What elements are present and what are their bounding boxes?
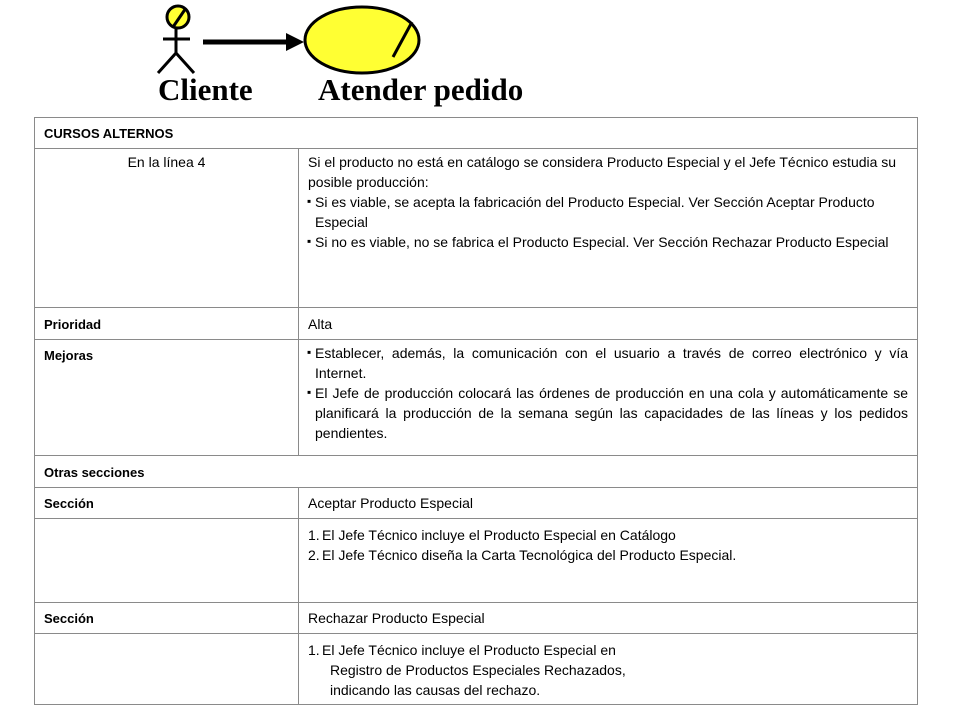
use-case-table (34, 117, 918, 705)
section-1-step-2 (308, 545, 908, 565)
step-number: 1. (308, 527, 320, 543)
row-priority (35, 308, 918, 340)
improvement-1: ▪ Establecer, además, la comunicación con el usuario a través de correo electrónico y vía Internet. (308, 343, 908, 383)
alt-line-cell: En la línea 4 (35, 149, 299, 308)
alt-bullet-2: ▪ Si no es viable, no se fabrica el Producto Especial. Ver Sección Rechazar Producto Especial (308, 232, 908, 252)
section-2-steps (299, 634, 918, 705)
section-1-label: Sección (35, 488, 299, 519)
section-2-title: Rechazar Producto Especial (299, 603, 918, 634)
priority-value: Alta (299, 308, 918, 340)
actor-left-leg (158, 53, 176, 73)
section-1-step-1 (308, 525, 908, 545)
section-2-step-1 (308, 640, 908, 660)
row-other-sections (35, 456, 918, 488)
actor-right-leg (176, 53, 194, 73)
section-1-empty-cell (35, 519, 299, 603)
section-2-step-line-2: Registro de Productos Especiales Rechazados, (330, 662, 626, 678)
alt-text: Si el producto no está en catálogo se considera Producto Especial y el Jefe Técnico estudia su posible producción: (308, 154, 897, 190)
section-2-label: Sección (35, 603, 299, 634)
step-number: 1. (308, 642, 320, 658)
section-1-steps (299, 519, 918, 603)
association-arrow (203, 33, 304, 51)
row-section-1 (35, 488, 918, 519)
section-2-step-line-3: indicando las causas del rechazo. (330, 682, 541, 698)
improvement-2: ▪ El Jefe de producción colocará las órdenes de producción en una cola y automáticamente se planificará la producción de la semana según las capacidades de las líneas y los pedidos pendientes. (308, 383, 908, 443)
actor-label: Cliente (158, 72, 253, 107)
priority-label: Prioridad (35, 308, 299, 340)
row-section-1-steps (35, 519, 918, 603)
usecase-ellipse (305, 7, 419, 73)
usecase-label: Atender pedido (318, 72, 524, 107)
row-section-2-steps (35, 634, 918, 705)
section-2-empty-cell (35, 634, 299, 705)
step-number: 2. (308, 547, 320, 563)
row-alt-course (35, 149, 918, 308)
other-sections-label: Otras secciones (35, 456, 918, 488)
row-improvements (35, 340, 918, 456)
row-alt-header (35, 118, 918, 149)
use-case-diagram (0, 0, 960, 112)
step-text: El Jefe Técnico incluye el Producto Especial en (322, 642, 616, 658)
alt-bullet-1: ▪ Si es viable, se acepta la fabricación del Producto Especial. Ver Sección Aceptar Producto Especial (308, 192, 908, 232)
alt-description-cell (299, 149, 918, 308)
step-text: El Jefe Técnico diseña la Carta Tecnológica del Producto Especial. (322, 547, 737, 563)
alt-header: CURSOS ALTERNOS (35, 118, 918, 149)
row-section-2 (35, 603, 918, 634)
step-text: El Jefe Técnico incluye el Producto Especial en Catálogo (322, 527, 676, 543)
improvements-cell (299, 340, 918, 456)
section-1-title: Aceptar Producto Especial (299, 488, 918, 519)
actor-figure (158, 6, 194, 73)
improvements-label: Mejoras (35, 340, 299, 456)
